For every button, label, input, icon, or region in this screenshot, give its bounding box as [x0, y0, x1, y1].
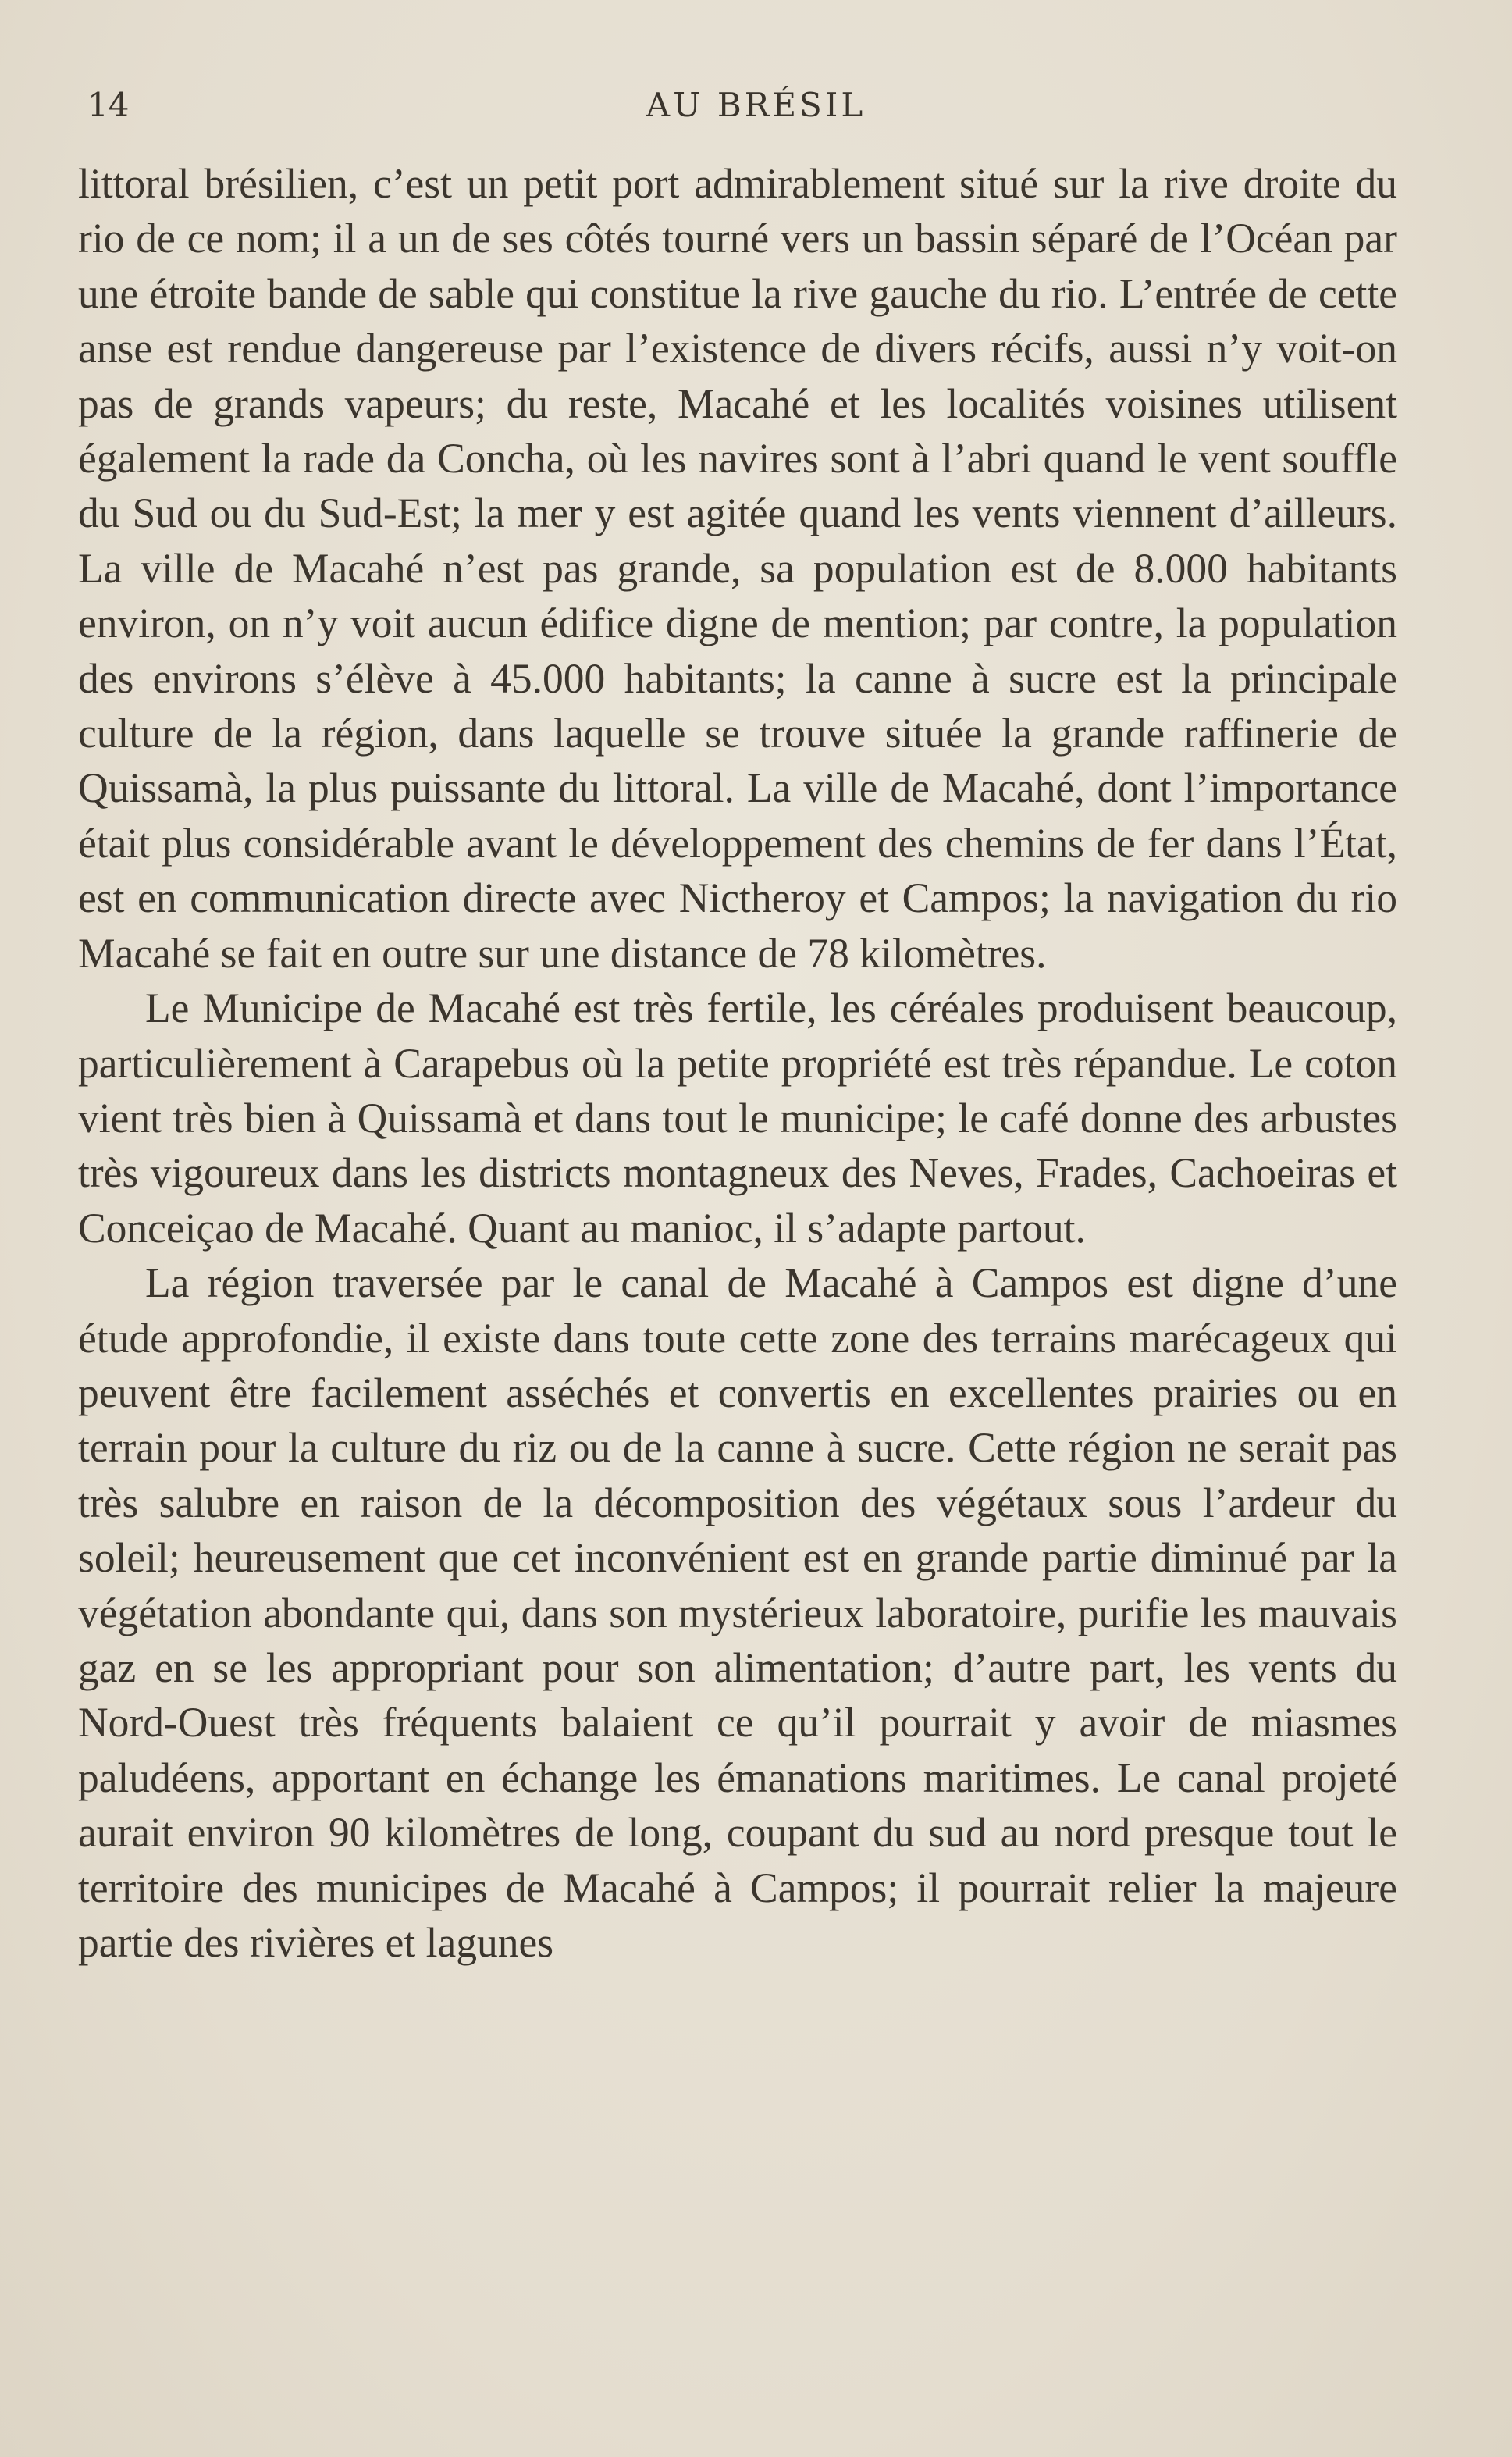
paragraph-3: La région traversée par le canal de Macahé à Campos est digne d’une étude approfondie, il existe dans toute cette zone des terrains marécageux qui peuvent être facilement asséchés et convertis en excellentes prairies ou en terrain pour la culture du riz ou de la canne à sucre. Cette région ne serait pas très salubre en raison de la décomposition des végétaux sous l’ardeur du soleil; heureusement que cet inconvénient est en grande partie diminué par la végétation abondante qui, dans son mystérieux laboratoire, purifie les mauvais gaz en se les appropriant pour son alimentation; d’autre part, les vents du Nord-Ouest très fréquents balaient ce qu’il pourrait y avoir de miasmes paludéens, apportant en échange les émanations maritimes. Le canal projeté aurait environ 90 kilomètres de long, coupant du sud au nord presque tout le territoire des municipes de Macahé à Campos; il pourrait relier la majeure partie des rivières et lagunes — [78, 1259, 1397, 1966]
body-text — [78, 156, 1397, 1970]
page-header — [0, 82, 1512, 129]
running-title: AU BRÉSIL — [646, 86, 866, 124]
paragraph-2: Le Municipe de Macahé est très fertile, les céréales produisent beaucoup, particulièrement à Carapebus où la petite propriété est très répandue. Le coton vient très bien à Quissamà et dans tout le municipe; le café donne des arbustes très vigoureux dans les districts montagneux des Neves, Frades, Cachoeiras et Conceiçao de Macahé. Quant au manioc, il s’adapte partout. — [78, 985, 1397, 1252]
paragraph-1: littoral brésilien, c’est un petit port admirablement situé sur la rive droite du rio de ce nom; il a un de ses côtés tourné vers un bassin séparé de l’Océan par une étroite bande de sable qui constitue la rive gauche du rio. L’entrée de cette anse est rendue dangereuse par l’existence de divers récifs, aussi n’y voit-on pas de grands vapeurs; du reste, Macahé et les localités voisines utilisent également la rade da Concha, où les navires sont à l’abri quand le vent souffle du Sud ou du Sud-Est; la mer y est agitée quand les vents viennent d’ailleurs. La ville de Macahé n’est pas grande, sa population est de 8.000 habitants environ, on n’y voit aucun édifice digne de mention; par contre, la population des environs s’élève à 45.000 habitants; la canne à sucre est la principale culture de la région, dans laquelle se trouve située la grande raffinerie de Quissamà, la plus puissante du littoral. La ville de Macahé, dont l’importance était plus considérable avant le développement des chemins de fer dans l’État, est en communication directe avec Nictheroy et Campos; la navigation du rio Macahé se fait en outre sur une distance de 78 kilomètres. — [78, 160, 1397, 977]
page-number: 14 — [87, 86, 130, 124]
